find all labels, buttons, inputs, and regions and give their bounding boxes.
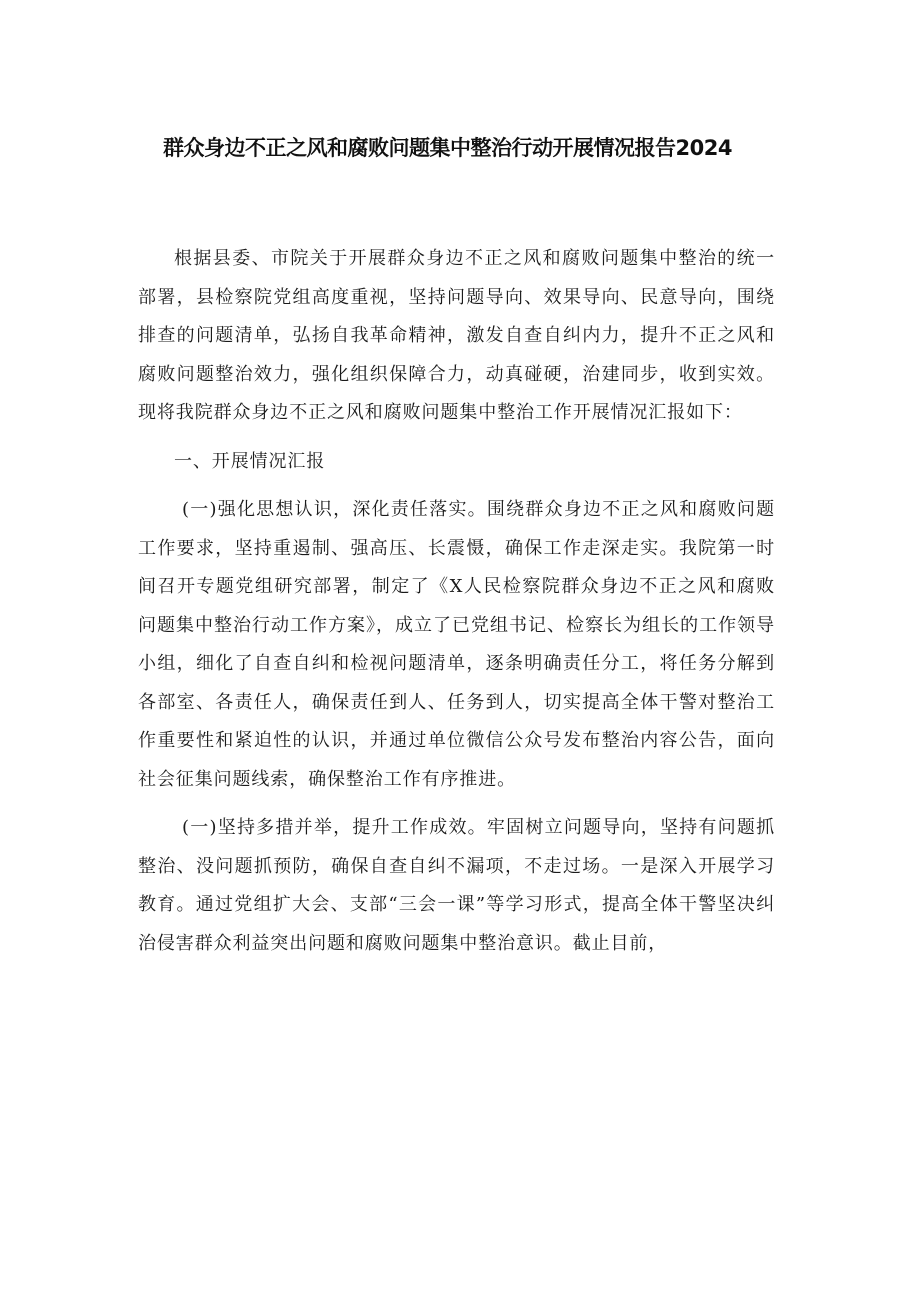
subsection-paragraph-2: (一)坚持多措并举，提升工作成效。牢固树立问题导向，坚持有问题抓整治、没问题抓预防，确保自查自纠不漏项，不走过场。一是深入开展学习教育。通过党组扩大会、支部“三会一课”等学习形式，提高全体干警坚决纠治侵害群众利益突出问题和腐败问题集中整治意识。截止目前， xyxy=(138,817,775,954)
intro-paragraph: 根据县委、市院关于开展群众身边不正之风和腐败问题集中整治的统一部署，县检察院党组高度重视，坚持问题导向、效果导向、民意导向，围绕排查的问题清单，弘扬自我革命精神，激发自查自纠内力，提升不正之风和腐败问题整治效力，强化组织保障合力，动真碰硬，治建同步，收到实效。现将我院群众身边不正之风和腐败问题集中整治工作开展情况汇报如下： xyxy=(138,248,775,423)
document-body xyxy=(138,240,775,973)
section-heading: 一、开展情况汇报 xyxy=(174,450,326,472)
document-title: 群众身边不正之风和腐败问题集中整治行动开展情况报告2024 xyxy=(163,136,732,160)
subsection-paragraph-1: (一)强化思想认识，深化责任落实。围绕群众身边不正之风和腐败问题工作要求，坚持重遏制、强高压、长震慑，确保工作走深走实。我院第一时间召开专题党组研究部署，制定了《X人民检察院群众身边不正之风和腐败问题集中整治行动工作方案》，成立了已党组书记、检察长为组长的工作领导小组，细化了自查自纠和检视问题清单，逐条明确责任分工，将任务分解到各部室、各责任人，确保责任到人、任务到人，切实提高全体干警对整治工作重要性和紧迫性的认识，并通过单位微信公众号发布整治内容公告，面向社会征集问题线索，确保整治工作有序推进。 xyxy=(138,499,775,790)
